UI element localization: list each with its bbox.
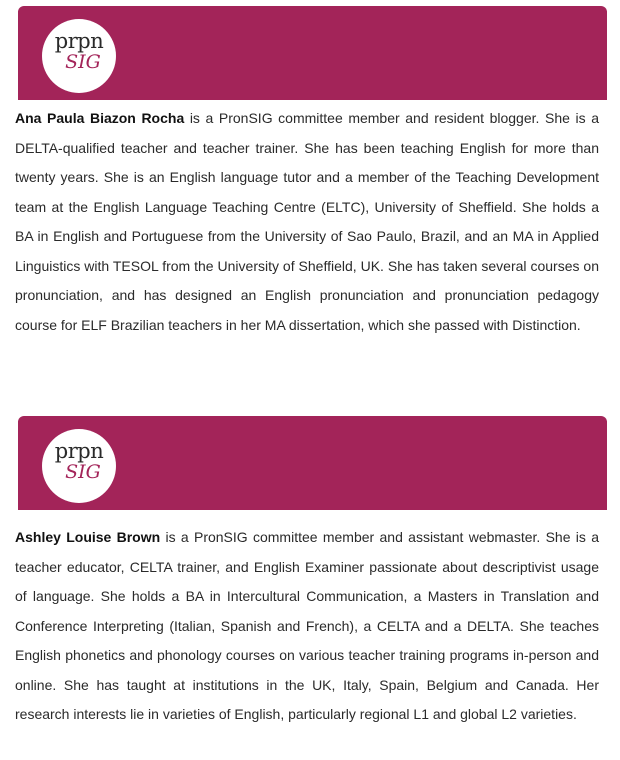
profile-bio-text-1: is a PronSIG committee member and resident blogger. She is a DELTA-qualified teacher and teacher trainer. She has been teaching English for more than twenty years. She is an English language tutor and a member of the Teaching Development team at the English Language Teaching Centre (ELTC), University of Sheffield. She holds a BA in English and Portuguese from the University of Sao Paulo, Brazil, and an MA in Applied Linguistics with TESOL from the University of Sheffield, UK. She has taken several courses on pronunciation, and has designed an English pronunciation and pronunciation pedagogy course for ELF Brazilian teachers in her MA dissertation, which she passed with Distinction.	[15, 110, 599, 333]
profile-bio-text-2: is a PronSIG committee member and assistant webmaster. She is a teacher educator, CELTA trainer, and English Examiner passionate about descriptivist usage of language. She holds a BA in Intercultural Communication, a Masters in Translation and Conference Interpreting (Italian, Spanish and French), a CELTA and a DELTA. She teaches English phonetics and phonology courses on various teacher training programs in-person and online. She has taught at institutions in the UK, Italy, Spain, Belgium and Canada. Her research interests lie in varieties of English, particularly regional L1 and global L2 varieties.	[15, 529, 599, 722]
logo-text-top: prpn	[54, 29, 104, 53]
logo-text-bottom: SIG	[65, 51, 101, 73]
profile-name-2: Ashley Louise Brown	[15, 529, 161, 545]
profile-name-1: Ana Paula Biazon Rocha	[15, 110, 185, 126]
logo-text-top: prpn	[54, 439, 104, 463]
logo-text-bottom: SIG	[65, 461, 101, 483]
profile-banner-2	[18, 416, 607, 510]
profile-bio-1	[15, 104, 599, 340]
pronsig-logo	[42, 19, 116, 93]
profile-banner-1	[18, 6, 607, 100]
profile-bio-2	[15, 523, 599, 730]
pronsig-logo	[42, 429, 116, 503]
